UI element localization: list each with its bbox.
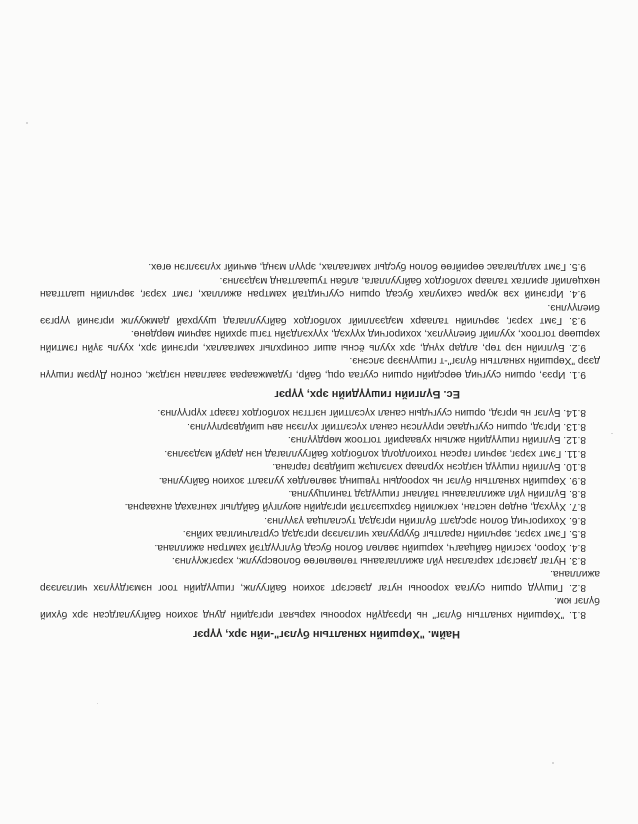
paragraph: 8.7. Хүүхэд, өндөр настан, хөгжлийн бэрхшээлтэй иргэдийн аюулгүй байдлыг хангахад анхаарна. <box>124 501 586 513</box>
paragraph: 9.4. Иргэний хэв журам сахиулах бусад оршин суугчидтай хамтран ажиллах, гэмт хэрэг, зөрчлийн шалтгаан нөхцөлийг арилгах талаар холбогдох байгууллага, албан тушаалтанд мэдээлнэ. <box>40 274 600 300</box>
scan-speck <box>26 122 28 124</box>
paragraph: 8.1. "Хөршийн хяналтын бүлэг" нь Ирээдүйн хорооны харьяат иргэдийн дунд зохион байгуулагдсан эрх бүхий бүлэг юм. <box>40 595 600 620</box>
section-heading-rights-duties: Найм. "Хөршийн хяналтын бүлэг"-ийн эрх, үүрэг <box>192 628 460 640</box>
paragraph: 8.11. Гэмт хэрэг, зөрчил гарсан тохиолдолд холбогдох байгууллагад нэн даруй мэдээлнэ. <box>164 447 586 459</box>
scan-speck <box>97 703 98 704</box>
paragraph: 9.2. Бүлгийн нэр төр, алдар хүнд, эрх хууль ёсны ашиг сонирхлыг хамгаалах, иргэний эрх, хууль зүйн гэмтийн хөршөөр тогтоох, хуулийг биелүүлэх, хохирогчид хүүхэд, хүүхэлдэйн тэгш эрхийн зарчим мөрдөнө. <box>40 328 600 353</box>
paragraph: 9.5. Гэмт халдлагаас өөрийгөө болон бусдыг хамгаалах, эрүүл мэнд, өмчийг хүлээлгэн өгөх. <box>148 261 586 273</box>
document-body <box>40 260 600 644</box>
paragraph: 8.5. Гэмт хэрэг, зөрчлийн гаралтыг бууруулах чиглэлээр иргэдэд сурталчилгаа хийнэ. <box>182 528 586 540</box>
paragraph: 8.9. Хөршийн хяналтын бүлэг нь хороодын түвшинд зөвлөлдөх уулзалт зохион байгуулна. <box>158 474 586 486</box>
paragraph: 8.3. Нутаг дэвсгэрт харгалзан үйл ажиллагааны төлөвлөгөө боловсруулж, хэрэгжүүлнэ. <box>171 554 586 566</box>
paragraph: 8.10. Бүлгийн гишүүд нэгдсэн хурлаар хэлэлцэж шийдвэр гаргана. <box>272 461 586 473</box>
paragraph: 8.13. Иргэд, оршин суугчдаас ирүүлсэн санал хүсэлтийг хүлээн авч шийдвэрлүүлнэ. <box>187 420 586 432</box>
paragraph: 8.2. Гишүүд оршин суугаа хорооны нутаг дэвсгэрт зохион байгуулж, гишүүдийн тоог нэмэгдүүлэх чиглэлээр ажиллана. <box>40 568 600 593</box>
paragraph: 8.12. Бүлгийн гишүүдийн ажлын хуваарийг тогтоож мөрдүүлнэ. <box>287 434 586 446</box>
scan-speck <box>611 433 613 434</box>
paragraph: 8.4. Хороо, хэсгийн байцаагч, хөршийн зөвлөл болон бусад бүлгүүдтэй хамтран ажиллана. <box>154 541 586 553</box>
scan-speck <box>552 762 554 764</box>
paragraph: 8.6. Хохирогчид болон эрсдэлт бүлгийн иргэдэд туслалцаа үзүүлнэ. <box>264 514 586 526</box>
paragraph: 8.8. Бүлгийн үйл ажиллагааны тайланг гишүүдэд танилцуулна. <box>288 487 586 499</box>
paragraph: 8.14. Бүлэг нь иргэд, оршин суугчдын санал хүсэлтийг нэгтгэн холбогдох газарт хүргүүлнэ. <box>157 407 586 419</box>
paragraph: 9.3. Гэмт хэрэг, зөрчлийн талаарх мэдээллийг холбогдох байгууллагад шуурхай дамжуулж иргэний үүргээ биелүүлнэ. <box>40 301 600 327</box>
paragraph: 9.1. Ирээ, оршин суугчид өөрсдийн оршин суугаа орц, байр, гудамжаараа зааглаан нэгдэж, сонгон Дүрэм гишүүн дээр "Хөршийн хяналтын бүлэг"-т гишүүнээр элсэнэ. <box>40 355 600 380</box>
section-heading-member-rights: Ес. Бүлгийн гишүүдийн эрх, үүрэг <box>274 388 460 401</box>
